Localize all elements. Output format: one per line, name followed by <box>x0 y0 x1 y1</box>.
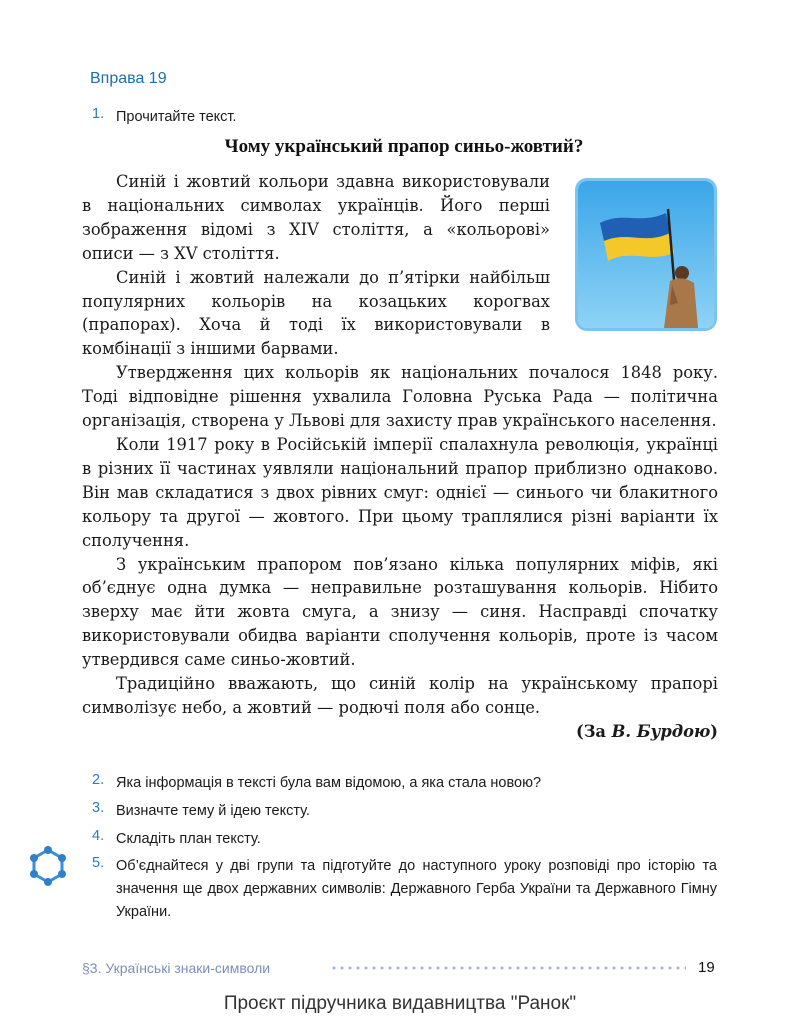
paragraph: З українським прапором пов’язано кілька популярних міфів, які об’єднує одна думка — неправильне розташування кольорів. Нібито зверху має йти жовта смуга, а знизу — синя. Насправді спочатку використовували обидва варіанти сполучення кольорів, проте із часом утвердився саме синьо-жовтий. <box>82 554 718 670</box>
task-3 <box>92 800 310 823</box>
paragraph: Синій і жовтий кольори здавна використовували в національних символах українців. Його перші зображення відомі з XIV століття, а «кольорові» описи — з XV століття. <box>82 172 550 263</box>
task-text: Об’єднайтеся у дві групи та підготуйте до наступного уроку розповіді про історію та значення ще двох державних символів: Державного Герба України та Державного Гімну України. <box>116 858 717 920</box>
author-name: В. Бурдою <box>611 721 711 741</box>
paragraph: Утвердження цих кольорів як національних почалося 1848 року. Тоді відповідне рішення ухвалила Головна Руська Рада — політична організація, створена у Львові для захисту прав українського населення. <box>82 363 718 431</box>
author-prefix: (За <box>575 721 612 741</box>
task-4 <box>92 828 261 851</box>
task-number: 4. <box>92 828 105 844</box>
task-text: Прочитайте текст. <box>116 109 237 125</box>
paragraph: Традиційно вважають, що синій колір на українському прапорі символізує небо, а жовтий — родючі поля або сонце. <box>82 674 718 717</box>
footer-section-title: §3. Українські знаки-символи <box>82 960 271 976</box>
paragraph: Синій і жовтий належали до п’ятірки найбільш популярних кольорів на козацьких корогвах (прапорах). Хоча й тоді їх використовували в комбінації з іншими барвами. <box>82 267 550 359</box>
task-number: 2. <box>92 772 105 788</box>
exercise-heading: Вправа 19 <box>90 70 167 87</box>
footer-dotted-leader <box>330 966 686 970</box>
task-text: Складіть план тексту. <box>116 831 261 847</box>
publisher-watermark: Проєкт підручника видавництва "Ранок" <box>223 993 577 1014</box>
text-title: Чому український прапор синьо-жовтий? <box>224 136 584 157</box>
task-2 <box>92 772 541 795</box>
author-attribution <box>82 720 718 744</box>
task-5 <box>92 855 717 924</box>
author-suffix: ) <box>710 721 718 741</box>
share-nodes-icon <box>27 845 69 887</box>
task-1 <box>92 106 236 129</box>
task-number: 1. <box>92 106 105 122</box>
task-text: Визначте тему й ідею тексту. <box>116 803 310 819</box>
main-text <box>82 170 718 744</box>
page-number: 19 <box>698 959 715 976</box>
task-number: 3. <box>92 800 105 816</box>
paragraph: Коли 1917 року в Російській імперії спалахнула революція, українці в різних її частинах уявляли національний прапор приблизно однаково. Він мав складатися з двох рівних смуг: однієї — синього чи блакитного кольору та другої — жовтого. При цьому траплялися різні варіанти їх сполучення. <box>82 434 718 550</box>
task-number: 5. <box>92 855 105 871</box>
task-text: Яка інформація в тексті була вам відомою, а яка стала новою? <box>116 775 542 791</box>
